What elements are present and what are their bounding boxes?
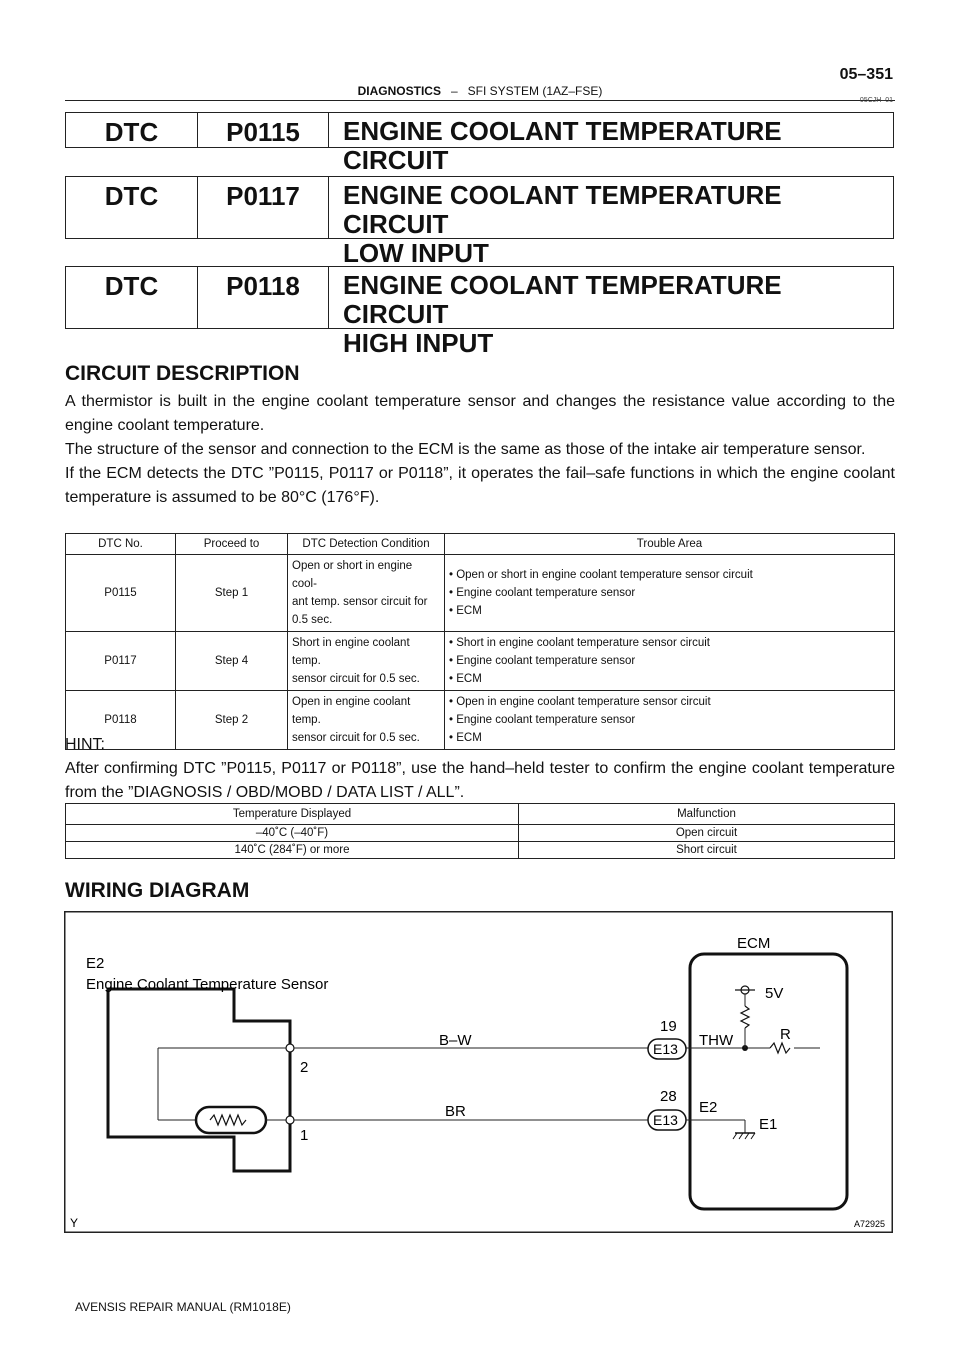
dtc-title (329, 267, 893, 358)
dtc-label: DTC (66, 267, 198, 328)
conn-19-pin-label: 19 (660, 1018, 677, 1035)
table-row (66, 842, 895, 859)
area-line: • Engine coolant temperature sensor (449, 587, 636, 599)
wire-br-label: BR (445, 1103, 466, 1120)
dtc-box-p0118 (65, 266, 894, 358)
dtc-title-line1: ENGINE COOLANT TEMPERATURE CIRCUIT (343, 270, 782, 329)
paragraph: If the ECM detects the DTC ”P0115, P0117 or P0118”, it operates the fail–safe functions in which the engine coolant temperature is assumed to be 80°C (176°F). (65, 465, 895, 506)
trouble-area (445, 632, 895, 691)
detection-condition (288, 632, 445, 691)
dtc-title (329, 177, 893, 268)
table-row (66, 825, 895, 842)
terminal-2 (286, 1044, 294, 1052)
wiring-diagram (64, 911, 893, 1233)
col-header: DTC Detection Condition (288, 534, 445, 555)
terminal-1 (286, 1116, 294, 1124)
e1-label: E1 (759, 1116, 778, 1133)
cond-line: sensor circuit for 0.5 sec. (292, 673, 420, 685)
wire-bw-label: B–W (439, 1032, 472, 1049)
resistor-r (770, 1043, 790, 1053)
dtc-code: P0115 (198, 113, 329, 147)
paragraph: The structure of the sensor and connection to the ECM is the same as those of the intake air temperature sensor. (65, 441, 866, 458)
dtc-code: P0117 (198, 177, 329, 238)
header-section: DIAGNOSTICS (357, 84, 441, 98)
hint (65, 733, 895, 805)
dtc-box-p0115 (65, 112, 894, 175)
malfunction: Open circuit (519, 825, 895, 842)
pullup-resistor (741, 1006, 749, 1028)
page-number: 05–351 (839, 66, 893, 83)
cond-line: 0.5 sec. (292, 614, 333, 626)
dtc-title: ENGINE COOLANT TEMPERATURE CIRCUIT (343, 116, 782, 175)
cond-line: Short in engine coolant temp. (292, 637, 410, 667)
dtc-label: DTC (66, 177, 198, 238)
area-line: • Engine coolant temperature sensor (449, 714, 636, 726)
header-dash: – (450, 84, 458, 98)
sensor-housing (108, 989, 290, 1171)
dtc-table (65, 533, 895, 750)
hint-label: HINT: (65, 736, 105, 753)
col-header: Malfunction (519, 804, 895, 825)
dtc-title-line1: ENGINE COOLANT TEMPERATURE CIRCUIT (343, 180, 782, 239)
conn-e13-label: E13 (653, 1041, 678, 1057)
conn-e13-label: E13 (653, 1112, 678, 1128)
paragraph: A thermistor is built in the engine coolant temperature sensor and changes the resistance value according to the engine coolant temperature. (65, 393, 895, 434)
figure-code: A72925 (854, 1219, 886, 1229)
corner-y-label: Y (70, 1216, 79, 1230)
dtc-label: DTC (66, 113, 198, 147)
cond-line: Open in engine coolant temp. (292, 696, 411, 726)
hint-text: After confirming DTC ”P0115, P0117 or P0118”, use the hand–held tester to confirm the engine coolant temperature from the ”DIAGNOSIS / OBD/MOBD / DATA LIST / ALL”. (65, 760, 895, 801)
header-subtitle: SFI SYSTEM (1AZ–FSE) (467, 84, 603, 98)
dtc-title-line2: HIGH INPUT (343, 328, 494, 358)
area-line: • ECM (449, 732, 482, 744)
cond-line: ant temp. sensor circuit for (292, 596, 428, 608)
e2-label: E2 (699, 1099, 718, 1116)
dtc-no: P0117 (66, 632, 176, 691)
dtc-box-p0117 (65, 176, 894, 268)
table-row (66, 555, 895, 632)
thermistor (196, 1107, 266, 1133)
ground-hatch (733, 1133, 755, 1139)
circuit-description-body (65, 390, 895, 510)
dtc-title-line2: LOW INPUT (343, 238, 489, 268)
proceed-to: Step 1 (176, 555, 288, 632)
pin-1-label: 1 (300, 1127, 309, 1144)
col-header: Temperature Displayed (66, 804, 519, 825)
temperature-table (65, 803, 895, 859)
table-header-row (66, 534, 895, 555)
col-header: DTC No. (66, 534, 176, 555)
area-line: • ECM (449, 673, 482, 685)
temperature-displayed: –40˚C (–40˚F) (66, 825, 519, 842)
temperature-displayed: 140˚C (284˚F) or more (66, 842, 519, 859)
table-row (66, 632, 895, 691)
area-line: • Short in engine coolant temperature sensor circuit (449, 637, 710, 649)
detection-condition (288, 555, 445, 632)
r-label: R (780, 1026, 791, 1043)
area-line: • Open in engine coolant temperature sensor circuit (449, 696, 711, 708)
ecm-label: ECM (737, 935, 771, 952)
trouble-area (445, 555, 895, 632)
wiring-diagram-svg (64, 911, 893, 1233)
doc-code: 05CJH–01 (859, 97, 893, 104)
pin-2-label: 2 (300, 1059, 309, 1076)
col-header: Proceed to (176, 534, 288, 555)
dtc-code: P0118 (198, 267, 329, 328)
diagram-frame (65, 912, 893, 1233)
wiring-diagram-heading: WIRING DIAGRAM (65, 879, 250, 902)
area-line: • Engine coolant temperature sensor (449, 655, 636, 667)
cond-line: sensor circuit for 0.5 sec. (292, 732, 420, 744)
area-line: • Open or short in engine coolant temperature sensor circuit (449, 569, 753, 581)
dtc-no: P0115 (66, 555, 176, 632)
thw-label: THW (699, 1032, 734, 1049)
area-line: • ECM (449, 605, 482, 617)
header-rule (65, 100, 895, 101)
sensor-name-label: Engine Coolant Temperature Sensor (86, 976, 329, 993)
proceed-to: Step 2 (176, 691, 288, 750)
cond-line: Open or short in engine cool- (292, 560, 413, 590)
malfunction: Short circuit (519, 842, 895, 859)
conn-28-pin-label: 28 (660, 1088, 677, 1105)
dtc-no: P0118 (66, 691, 176, 750)
5v-label: 5V (765, 985, 784, 1002)
proceed-to: Step 4 (176, 632, 288, 691)
thermistor-zigzag (210, 1115, 246, 1125)
running-header (0, 84, 960, 98)
circuit-description-heading: CIRCUIT DESCRIPTION (65, 362, 300, 385)
footer: AVENSIS REPAIR MANUAL (RM1018E) (75, 1300, 291, 1314)
table-header-row (66, 804, 895, 825)
sensor-id-label: E2 (86, 955, 105, 972)
col-header: Trouble Area (445, 534, 895, 555)
